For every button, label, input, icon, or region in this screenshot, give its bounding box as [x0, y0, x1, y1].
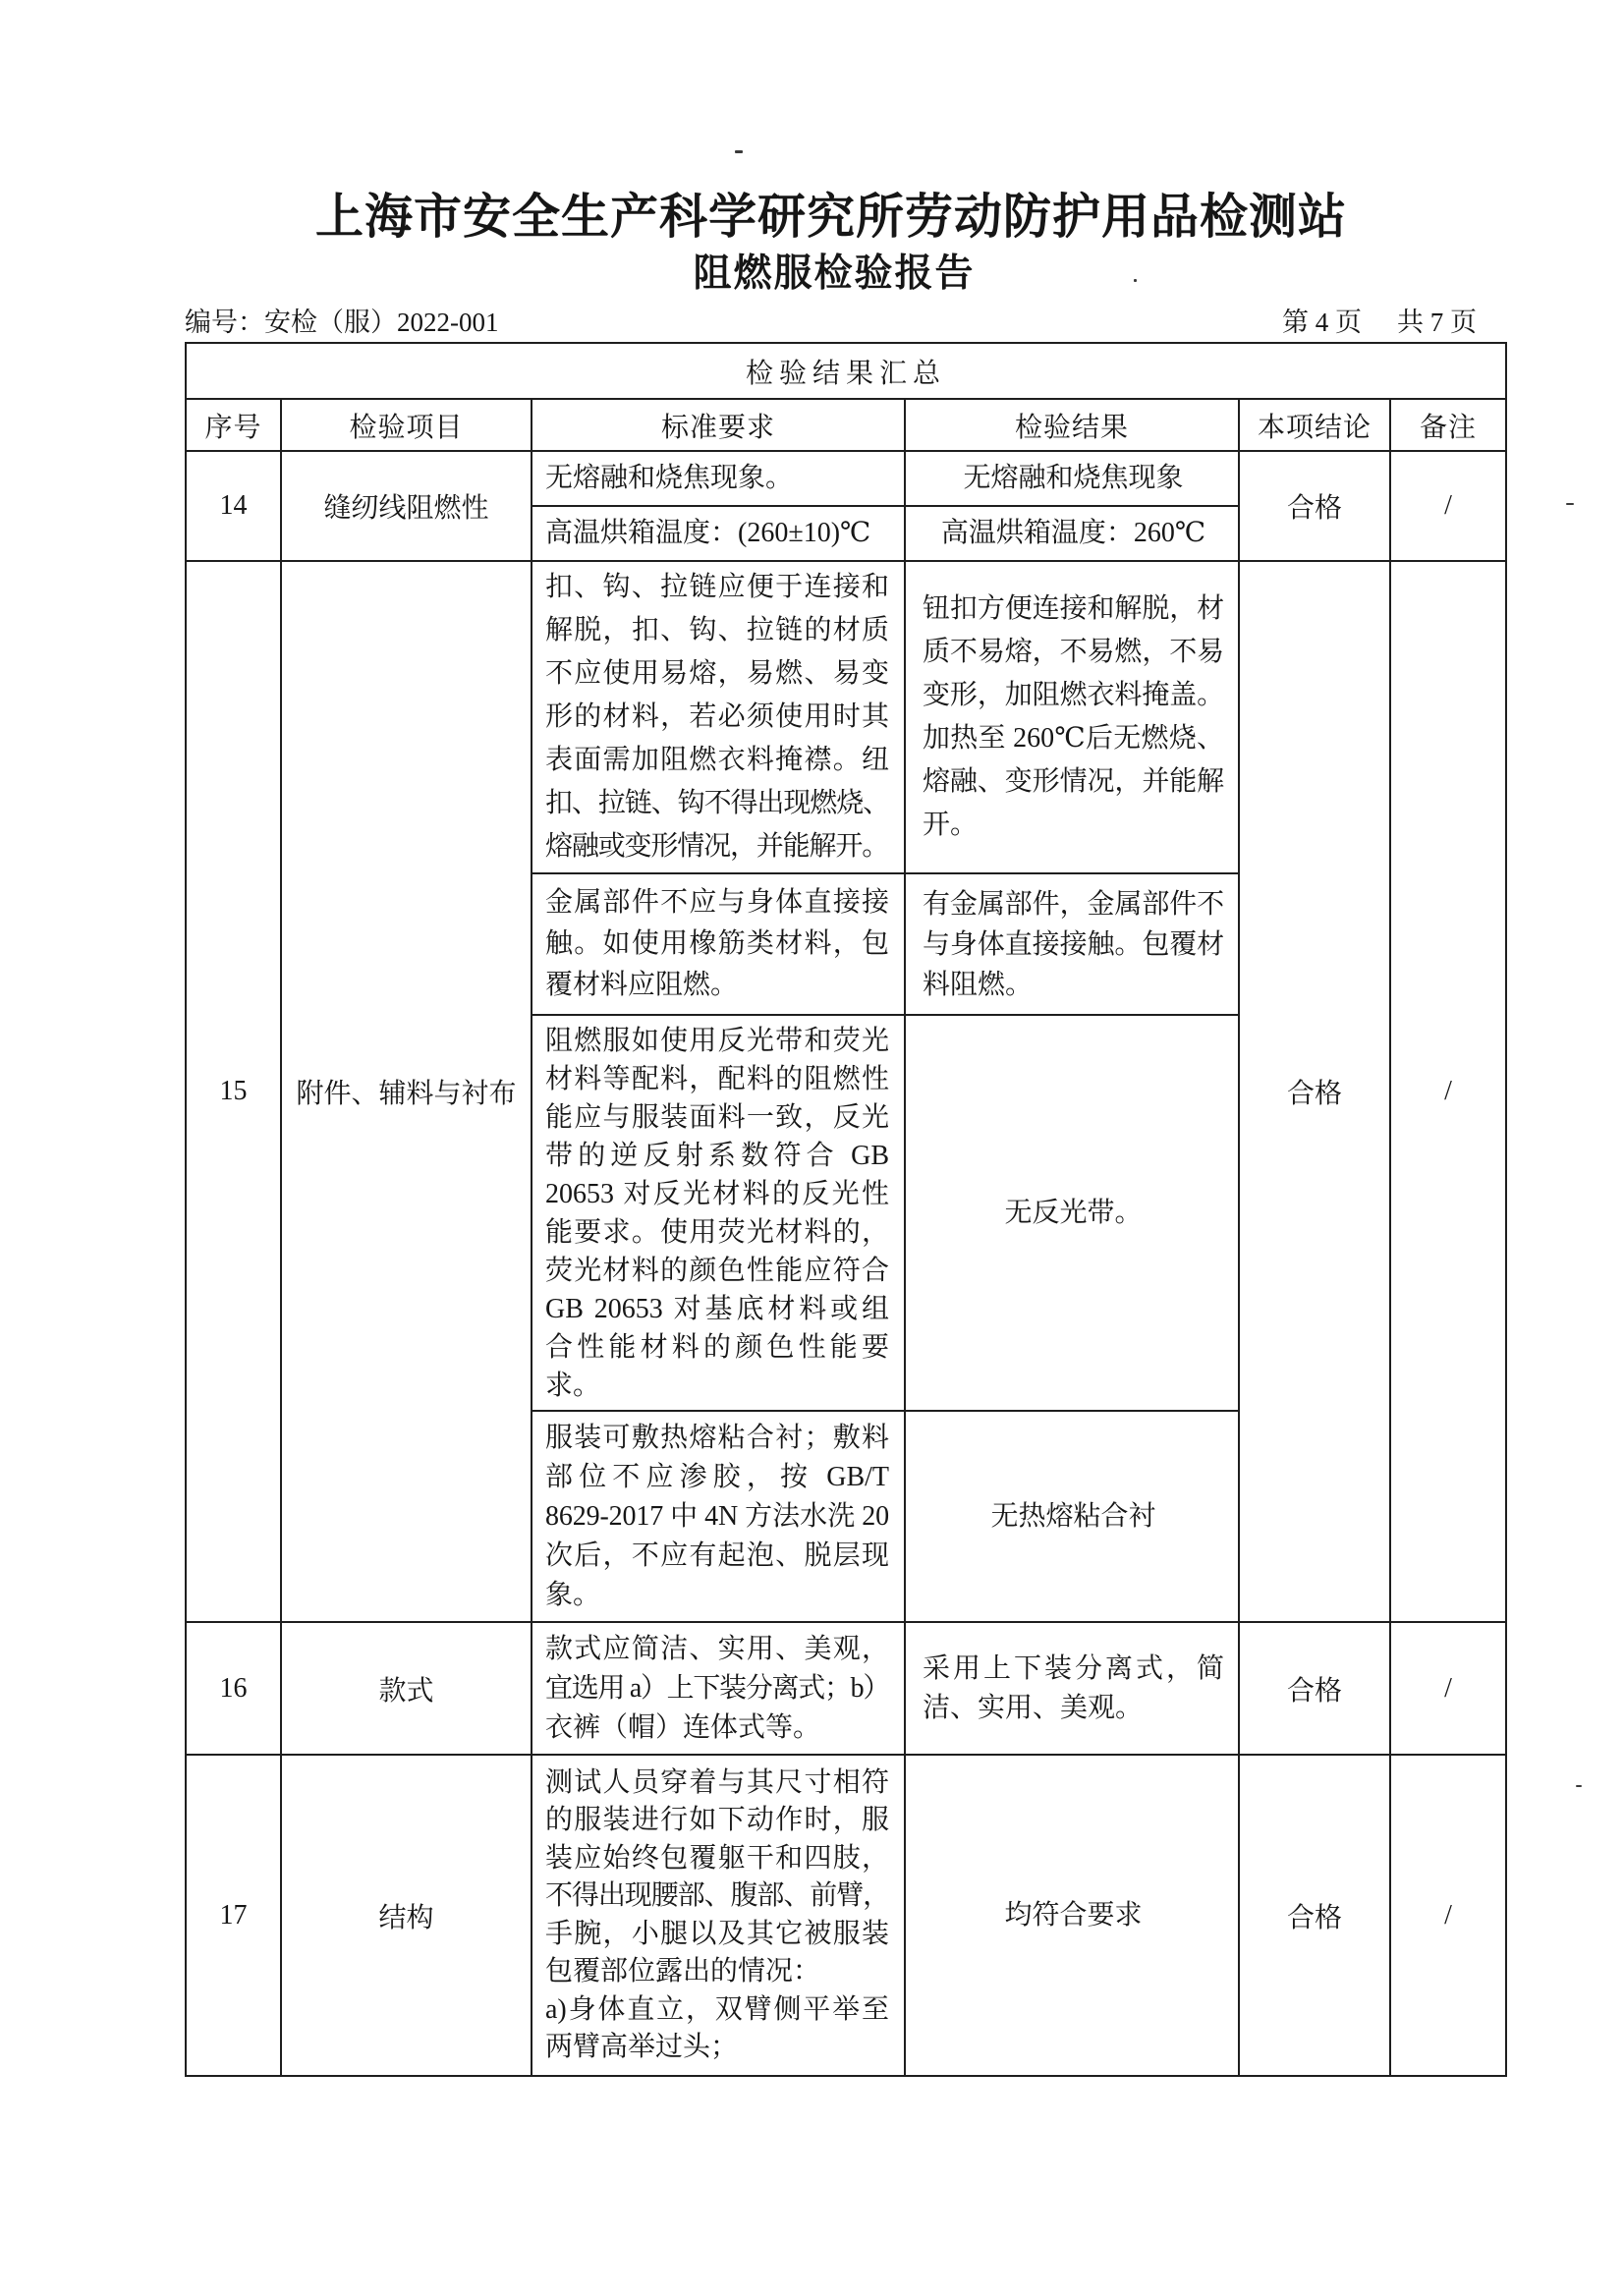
org-title: 上海市安全生产科学研究所劳动防护用品检测站	[314, 190, 1347, 244]
header-label: 检验项目	[349, 412, 464, 443]
text-line: 质不易熔，不易燃，不易	[923, 637, 1224, 667]
header-result	[904, 398, 1240, 452]
row-15-result-3	[904, 1014, 1240, 1412]
text-line: 荧光材料的颜色性能应符合	[545, 1255, 889, 1286]
text-line: 有金属部件，金属部件不	[923, 888, 1224, 920]
row-15-requirement-2	[531, 872, 906, 1016]
text-line: 包覆部位露出的情况：	[545, 1956, 821, 1987]
row-16-remark	[1389, 1621, 1507, 1756]
header-requirement	[531, 398, 906, 452]
row-14-requirement-2	[531, 505, 906, 562]
text-line: 装应始终包覆躯干和四肢，	[545, 1842, 889, 1874]
row-15-no	[185, 560, 282, 1623]
text-line: GB 20653 对基底材料或组	[545, 1293, 889, 1324]
text-line: 均符合要求	[1004, 1899, 1143, 1931]
text-line: 手腕，小腿以及其它被服装	[545, 1918, 889, 1949]
row-15-requirement-1	[531, 560, 906, 874]
page-current: 第 4 页	[1282, 308, 1362, 337]
row-15-result-1	[904, 560, 1240, 874]
text-line: 表面需加阻燃衣料掩襟。纽	[545, 745, 889, 775]
text-line: 无熔融和烧焦现象	[963, 463, 1184, 493]
row-number: 16	[219, 1672, 248, 1704]
text-line: 与身体直接接触。包覆材	[923, 928, 1224, 960]
row-14-remark	[1389, 450, 1507, 562]
text-line: 扣、拉链、钩不得出现燃烧、	[545, 788, 889, 818]
text-line: 款式应简洁、实用、美观，	[545, 1633, 889, 1664]
row-14-conclusion	[1238, 450, 1391, 562]
text-line: 次后，不应有起泡、脱层现	[545, 1539, 889, 1571]
text-line: 服装可敷热熔粘合衬；敷料	[545, 1422, 889, 1453]
header-label: 标准要求	[660, 412, 775, 443]
scan-speck	[1566, 503, 1574, 505]
text-line: 熔融、变形情况，并能解	[923, 766, 1224, 797]
text-line: 无熔融和烧焦现象。	[545, 463, 794, 493]
text-line: 的服装进行如下动作时，服	[545, 1805, 889, 1835]
text-line: 金属部件不应与身体直接接	[545, 887, 889, 918]
text-line: 不应使用易熔，易燃、易变	[545, 658, 889, 689]
text-line: 不得出现腰部、腹部、前臂，	[545, 1880, 889, 1911]
text-line: 求。	[545, 1370, 601, 1401]
row-15-item	[280, 560, 532, 1623]
remark-text: /	[1444, 1672, 1452, 1704]
row-15-result-2	[904, 872, 1240, 1016]
text-line: 衣裤（帽）连体式等。	[545, 1711, 821, 1743]
header-conclusion	[1238, 398, 1391, 452]
text-line: 8629-2017 中 4N 方法水洗 20	[545, 1500, 889, 1532]
text-line: 无热熔粘合衬	[990, 1500, 1156, 1532]
scan-speck	[735, 150, 743, 153]
text-line: 阻燃服如使用反光带和荧光	[545, 1025, 889, 1056]
row-14-no	[185, 450, 282, 562]
inspection-item: 结构	[378, 1902, 434, 1933]
text-line: 钮扣方便连接和解脱，材	[923, 593, 1224, 624]
row-15-result-4	[904, 1410, 1240, 1623]
text-line: 合性能材料的颜色性能要	[545, 1331, 889, 1363]
row-14-result-2	[904, 505, 1240, 562]
text-line: 20653 对反光材料的反光性	[545, 1178, 889, 1209]
header-no	[185, 398, 282, 452]
text-line: 料阻燃。	[923, 969, 1034, 1000]
text-line: 洁、实用、美观。	[923, 1692, 1144, 1723]
header-label: 备注	[1419, 412, 1477, 443]
header-item	[280, 398, 532, 452]
text-line: 材料等配料，配料的阻燃性	[545, 1063, 889, 1094]
row-15-requirement-4	[531, 1410, 906, 1623]
conclusion-text: 合格	[1286, 1902, 1342, 1933]
text-line: 宜选用 a）上下装分离式；b）	[545, 1672, 889, 1704]
row-number: 14	[219, 490, 248, 521]
row-16-item	[280, 1621, 532, 1756]
row-17-remark	[1389, 1754, 1507, 2077]
header-label: 本项结论	[1257, 412, 1372, 443]
row-16-result	[904, 1621, 1240, 1756]
text-line: 形的材料，若必须使用时其	[545, 701, 889, 732]
text-line: 开。	[923, 810, 979, 840]
text-line: 高温烘箱温度：(260±10)℃	[545, 518, 871, 548]
text-line: 触。如使用橡筋类材料，包	[545, 928, 889, 959]
row-number: 17	[219, 1899, 248, 1931]
row-15-requirement-3	[531, 1014, 906, 1412]
row-16-requirement	[531, 1621, 906, 1756]
remark-text: /	[1444, 490, 1452, 521]
remark-text: /	[1444, 1076, 1452, 1106]
text-line: 两臂高举过头；	[545, 2032, 739, 2062]
text-line: 采用上下装分离式，简	[923, 1652, 1224, 1684]
row-number: 15	[219, 1076, 248, 1106]
remark-text: /	[1444, 1899, 1452, 1931]
text-line: a)身体直立，双臂侧平举至	[545, 1993, 889, 2025]
text-line: 覆材料应阻燃。	[545, 970, 739, 1000]
row-15-remark	[1389, 560, 1507, 1623]
text-line: 解脱，扣、钩、拉链的材质	[545, 615, 889, 645]
conclusion-text: 合格	[1286, 493, 1342, 524]
scan-speck	[1576, 1785, 1582, 1787]
text-line: 扣、钩、拉链应便于连接和	[545, 572, 889, 602]
row-16-conclusion	[1238, 1621, 1391, 1756]
text-line: 无反光带。	[1004, 1197, 1143, 1228]
summary-caption-cell	[185, 342, 1507, 400]
row-17-requirement	[531, 1754, 906, 2077]
row-17-result	[904, 1754, 1240, 2077]
text-line: 变形，加阻燃衣料掩盖。	[923, 680, 1224, 710]
row-14-requirement-1	[531, 450, 906, 507]
inspection-item: 附件、辅料与衬布	[296, 1079, 517, 1109]
inspection-item: 缝纫线阻燃性	[323, 493, 489, 524]
row-17-no	[185, 1754, 282, 2077]
header-label: 序号	[204, 412, 262, 443]
summary-caption: 检验结果汇总	[745, 358, 946, 389]
scan-speck	[1134, 279, 1137, 282]
text-line: 能要求。使用荧光材料的，	[545, 1216, 889, 1248]
header-remark	[1389, 398, 1507, 452]
text-line: 象。	[545, 1579, 601, 1610]
text-line: 熔融或变形情况，并能解开。	[545, 831, 889, 862]
row-15-conclusion	[1238, 560, 1391, 1623]
text-line: 部位不应渗胶，按 GB/T	[545, 1461, 889, 1492]
row-17-conclusion	[1238, 1754, 1391, 2077]
text-line: 高温烘箱温度：260℃	[940, 518, 1206, 548]
inspection-item: 款式	[378, 1675, 434, 1707]
row-14-item	[280, 450, 532, 562]
text-line: 带的逆反射系数符合 GB	[545, 1140, 889, 1171]
row-17-item	[280, 1754, 532, 2077]
conclusion-text: 合格	[1286, 1675, 1342, 1707]
text-line: 能应与服装面料一致，反光	[545, 1101, 889, 1133]
page-total: 共 7 页	[1397, 308, 1477, 337]
row-14-result-1	[904, 450, 1240, 507]
text-line: 测试人员穿着与其尺寸相符	[545, 1766, 889, 1798]
row-16-no	[185, 1621, 282, 1756]
report-number: 编号：安检（服）2022-001	[185, 308, 499, 337]
text-line: 加热至 260℃后无燃烧、	[923, 723, 1224, 754]
conclusion-text: 合格	[1286, 1079, 1342, 1109]
header-label: 检验结果	[1014, 412, 1129, 443]
report-title: 阻燃服检验报告	[693, 252, 976, 295]
